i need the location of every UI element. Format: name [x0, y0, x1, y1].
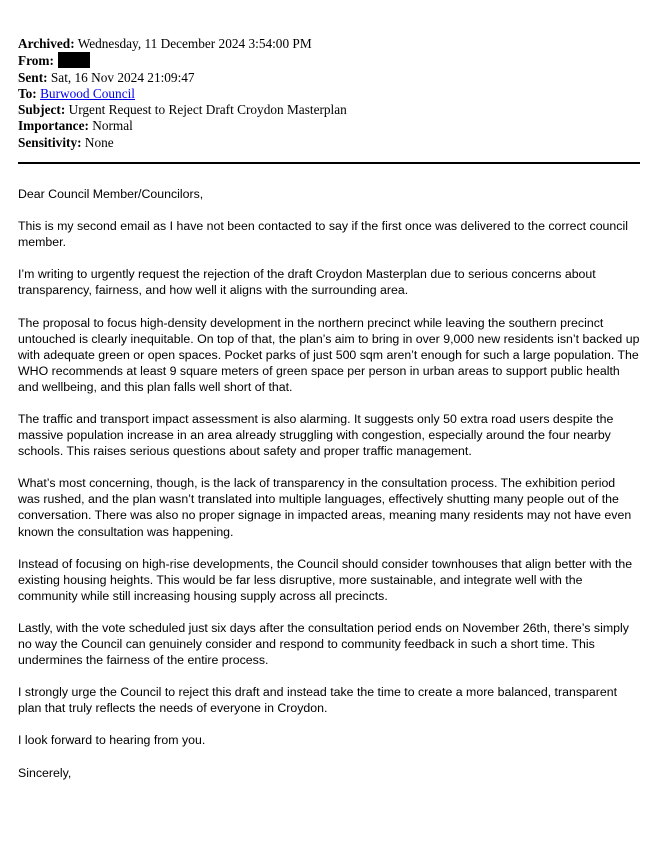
archived-value: Wednesday, 11 December 2024 3:54:00 PM [77, 36, 312, 51]
subject-value: Urgent Request to Reject Draft Croydon Masterplan [68, 102, 347, 118]
recipient-link[interactable]: Burwood Council [40, 85, 135, 101]
email-header [18, 36, 640, 151]
sign-off: Sincerely, [18, 765, 72, 780]
from-label: From: [18, 53, 54, 69]
sent-label: Sent: [18, 69, 48, 85]
subject-label: Subject: [18, 102, 66, 118]
to-label: To: [18, 85, 37, 101]
header-divider [18, 162, 640, 164]
to-row [18, 86, 640, 102]
sensitivity-value: None [84, 134, 114, 150]
body-paragraph: I strongly urge the Council to reject this draft and instead take the time to create a more balanced, transparent plan that truly reflects the needs of everyone in Croydon. [18, 685, 618, 716]
closing-line: I look forward to hearing from you. [18, 733, 206, 748]
body-paragraph: What’s most concerning, though, is the lack of transparency in the consultation process. The exhibition period was rushed, and the plan wasn’t translated into multiple languages, effectively shutting many people out of the conversation. There was also no proper signage in impacted areas, meaning many residents may not have even known the consultation was happening. [18, 476, 632, 539]
sent-value: Sat, 16 Nov 2024 21:09:47 [50, 69, 195, 85]
body-paragraph: I’m writing to urgently request the rejection of the draft Croydon Masterplan due to serious concerns about transparency, fairness, and how well it aligns with the surrounding area. [18, 267, 596, 298]
email-body [18, 186, 640, 781]
body-paragraph: The proposal to focus high-density development in the northern precinct while leaving the southern precinct untouched is clearly inequitable. On top of that, the plan’s aim to bring in over 9,000 new residents isn’t backed up with adequate green or open spaces. Pocket parks of just 500 sqm aren’t enough for such a large population. The WHO recommends at least 9 square meters of green space per person in urban areas to support public health and wellbeing, and this plan falls well short of that. [18, 315, 640, 394]
sensitivity-row [18, 135, 640, 151]
sensitivity-label: Sensitivity: [18, 134, 82, 150]
importance-value: Normal [92, 118, 133, 134]
importance-row [18, 118, 640, 134]
from-row [18, 52, 640, 69]
subject-row [18, 102, 640, 118]
redacted-sender-block [58, 52, 90, 68]
greeting: Dear Council Member/Councilors, [18, 187, 204, 202]
archived-row [18, 36, 640, 52]
email-page [18, 36, 640, 797]
body-paragraph: Lastly, with the vote scheduled just six days after the consultation period ends on November 26th, there’s simply no way the Council can genuinely consider and respond to community feedback in such a short time. This undermines the fairness of the entire process. [18, 620, 629, 668]
body-paragraph: This is my second email as I have not been contacted to say if the first once was delivered to the correct council member. [18, 219, 628, 250]
importance-label: Importance: [18, 118, 89, 134]
archived-label: Archived: [18, 36, 75, 51]
sent-row [18, 70, 640, 86]
body-paragraph: Instead of focusing on high-rise developments, the Council should consider townhouses that align better with the existing housing heights. This would be far less disruptive, more sustainable, and integrate well with the community while still increasing housing supply across all precincts. [18, 556, 633, 603]
body-paragraph: The traffic and transport impact assessment is also alarming. It suggests only 50 extra road users despite the massive population increase in an area already struggling with congestion, especially around the four nearby schools. This raises serious questions about safety and proper traffic management. [18, 412, 614, 459]
